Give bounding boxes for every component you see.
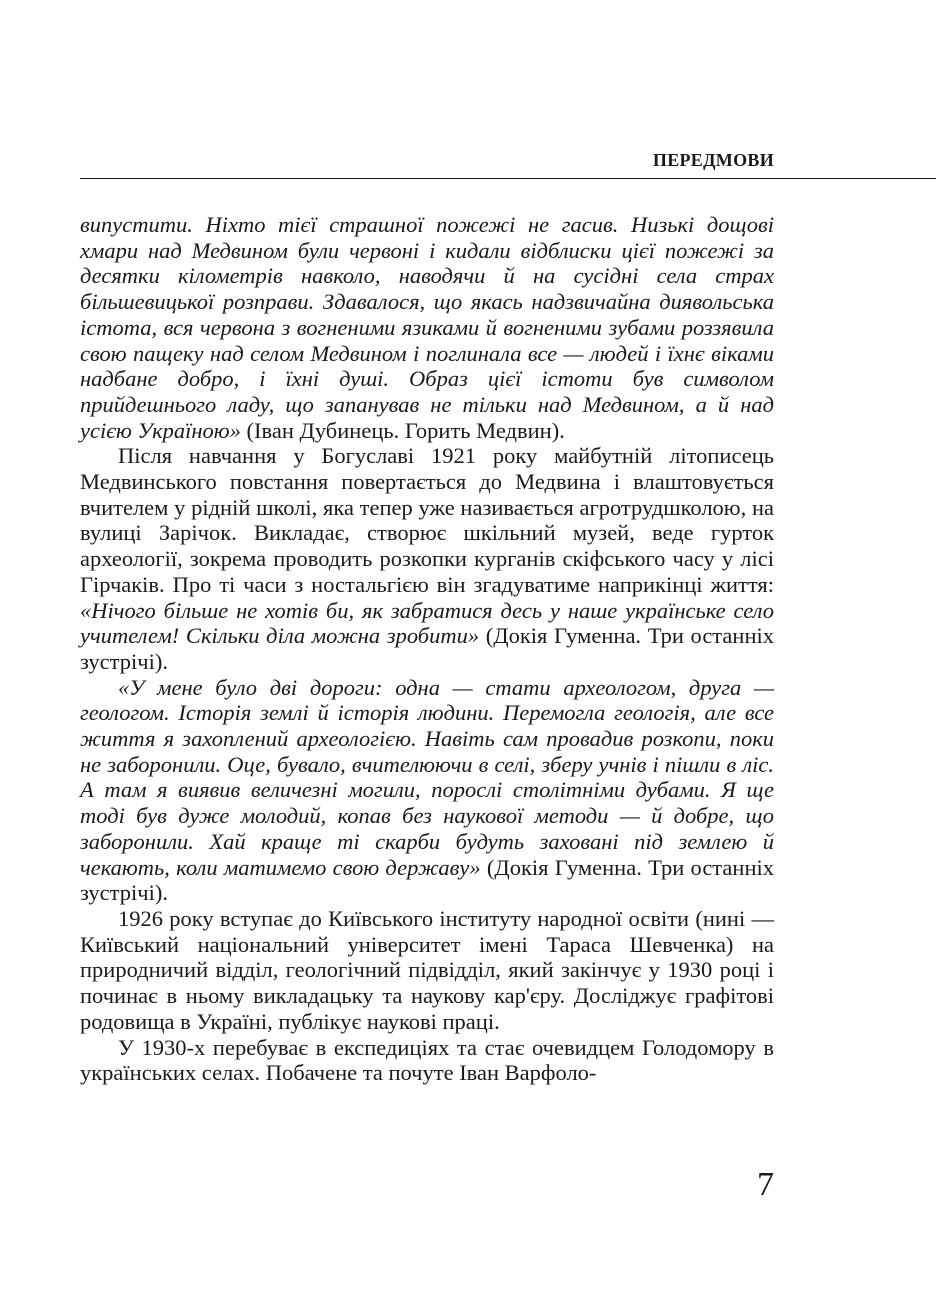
citation-text: (Іван Дубинець. Горить Медвин).: [240, 417, 565, 443]
paragraph-1: [80, 212, 774, 443]
paragraph-3: [80, 675, 774, 906]
paragraph-2: [80, 443, 774, 674]
page-number: 7: [757, 1166, 774, 1203]
quote-text: «Нічого більше не хотів би, як забратися десь у наше українське село учителем! Скільки діла можна зробити»: [80, 597, 774, 649]
citation-text: (Докія Гуменна. Три останніх зустрічі).: [80, 623, 774, 674]
paragraph-4: [80, 906, 774, 1035]
body-text: [80, 212, 774, 1086]
header-rule: [80, 178, 936, 179]
running-header-title: ПЕРЕДМОВИ: [652, 150, 774, 170]
citation-text: (Докія Гуменна. Три останніх зустрічі).: [80, 854, 774, 906]
paragraph-text: Після навчання у Богуславі 1921 року майбутній літописець Медвинського повстання повертається до Медвина і влаштовується вчителем у рідній школі, яка тепер уже називається агротрудшколою, на вулиці Зарічок. Викладає, створює шкільний музей, веде гурток археології, зокрема проводить розкопки курганів скіфського часу у лісі Гірчаків. Про ті часи з ностальгією він згадуватиме наприкінці життя:: [80, 443, 774, 597]
quote-text: «У мене було дві дороги: одна — стати археологом, друга — геологом. Історія землі й історія людини. Перемогла геологія, але все життя я захоплений археологією. Навіть сам провадив розкопи, поки не заборонили. Оце, бувало, вчителюючи в селі, зберу учнів і пішли в ліс. А там я виявив величезні могили, порослі столітніми дубами. Я ще тоді був дуже молодий, копав без наукової методи — й добре, що заборонили. Хай краще ті скарби будуть заховані під землею й чекають, коли матимемо свою державу»: [80, 674, 774, 880]
paragraph-text: У 1930-х перебуває в експедиціях та стає очевидцем Голодомору в українських селах. Побачене та почуте Іван Варфоло-: [80, 1034, 774, 1086]
quote-text: випустити. Ніхто тієї страшної пожежі не гасив. Низькі дощові хмари над Медвином були червоні і кидали відблиски цієї пожежі за десятки кілометрів навколо, наводячи й на сусідні села страх більшевицької розправи. Здавалося, що якась надзвичайна диявольська істота, вся червона з вогненими язиками й вогненими зубами роззявила свою пащеку над селом Медвином і поглинала все — людей і їхнє віками надбане добро, і їхні душі. Образ цієї істоти був символом прийдешнього ладу, що запанував не тільки над Медвином, а й над усією Україною»: [80, 212, 774, 443]
paragraph-5: [80, 1035, 774, 1086]
paragraph-text: 1926 року вступає до Київського інституту народної освіти (нині — Київський національний університет імені Тараса Шевченка) на природничий відділ, геологічний підвідділ, який закінчує у 1930 році і починає в ньому викладацьку та наукову кар'єру. Досліджує графітові родовища в Україні, публікує наукові праці.: [80, 905, 774, 1034]
